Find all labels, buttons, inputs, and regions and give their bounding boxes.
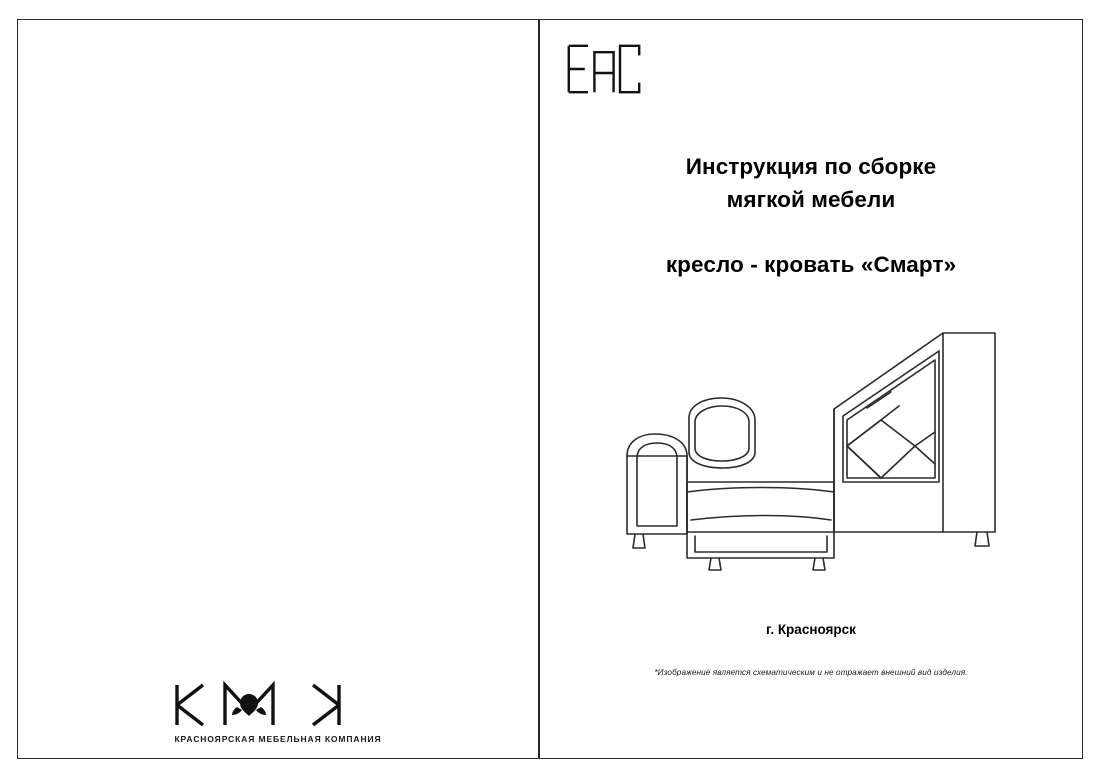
city-label: г. Красноярск xyxy=(766,622,856,637)
company-logo-caption: КРАСНОЯРСКАЯ МЕБЕЛЬНАЯ КОМПАНИЯ xyxy=(174,734,382,744)
company-logo xyxy=(18,677,538,744)
right-page xyxy=(539,19,1083,759)
kmk-logo-icon xyxy=(163,677,393,733)
disclaimer-note: *Изображение является схематическим и не отражает внешний вид изделия. xyxy=(654,668,968,677)
title-line-1: Инструкция по сборке xyxy=(685,154,937,179)
eac-conformity-mark-icon xyxy=(564,40,644,98)
page-title xyxy=(540,151,1082,216)
booklet-spread xyxy=(17,19,1083,759)
title-line-2: мягкой мебели xyxy=(726,186,896,212)
left-page xyxy=(17,19,539,759)
armchair-bed-illustration xyxy=(591,296,1031,576)
product-title: кресло - кровать «Смарт» xyxy=(665,252,957,278)
title-block xyxy=(540,151,1082,278)
